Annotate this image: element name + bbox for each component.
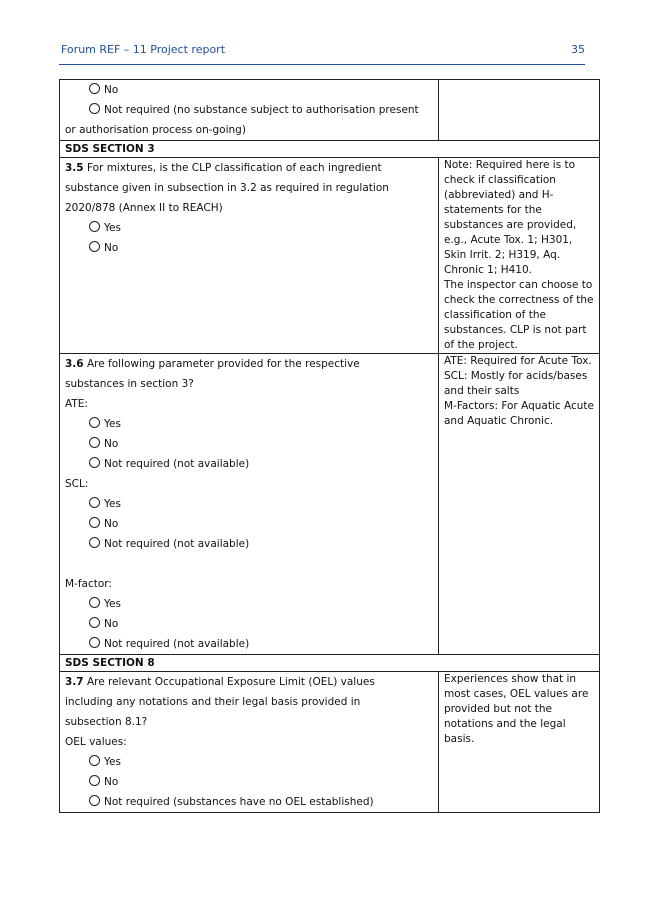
note-cell bbox=[439, 354, 600, 655]
note-text: Note: Required here is to check if classification (abbreviated) and H-statements for the substances are provided, e.g., Acute Tox. 1; H301, Skin Irrit. 2; H319, Aq. Chronic 1; H410. The inspector can choose to check the correctness of the classification of the substances. CLP is not part of the project. bbox=[444, 159, 594, 351]
radio-option-no[interactable]: No bbox=[65, 80, 433, 100]
radio-option-not-required[interactable]: Not required (no substance subject to authorisation present bbox=[65, 100, 433, 120]
radio-button-icon[interactable] bbox=[89, 775, 100, 786]
radio-option-no[interactable]: No bbox=[65, 238, 433, 258]
question-number: 3.5 bbox=[65, 162, 84, 174]
radio-option-ate-yes[interactable]: Yes bbox=[65, 414, 433, 434]
note-text: ATE: Required for Acute Tox. SCL: Mostly for acids/bases and their salts M-Factors: For Aquatic Acute and Aquatic Chronic. bbox=[444, 355, 594, 427]
radio-button-icon[interactable] bbox=[89, 637, 100, 648]
header-divider bbox=[59, 64, 585, 65]
section-row bbox=[60, 141, 600, 158]
radio-button-icon[interactable] bbox=[89, 537, 100, 548]
radio-button-icon[interactable] bbox=[89, 221, 100, 232]
question-text: 3.7 Are relevant Occupational Exposure Limit (OEL) values bbox=[65, 676, 375, 688]
radio-button-icon[interactable] bbox=[89, 795, 100, 806]
section-heading: SDS SECTION 3 bbox=[60, 141, 600, 158]
radio-button-icon[interactable] bbox=[89, 241, 100, 252]
question-text-line: 2020/878 (Annex II to REACH) bbox=[65, 202, 223, 214]
scl-label: SCL: bbox=[65, 478, 89, 490]
oel-label: OEL values: bbox=[65, 736, 127, 748]
question-cell bbox=[60, 672, 439, 813]
radio-option-oel-not-required[interactable]: Not required (substances have no OEL established) bbox=[65, 792, 433, 812]
question-text-line: subsection 8.1? bbox=[65, 716, 148, 728]
radio-option-oel-no[interactable]: No bbox=[65, 772, 433, 792]
radio-button-icon[interactable] bbox=[89, 457, 100, 468]
page-number: 35 bbox=[571, 43, 585, 56]
question-text-line: substance given in subsection in 3.2 as required in regulation bbox=[65, 182, 389, 194]
table-row bbox=[60, 672, 600, 813]
radio-button-icon[interactable] bbox=[89, 497, 100, 508]
note-cell bbox=[439, 158, 600, 354]
radio-option-scl-no[interactable]: No bbox=[65, 514, 433, 534]
question-cell bbox=[60, 158, 439, 354]
radio-option-mfactor-yes[interactable]: Yes bbox=[65, 594, 433, 614]
option-continuation-text: or authorisation process on-going) bbox=[65, 124, 246, 136]
radio-button-icon[interactable] bbox=[89, 83, 100, 94]
radio-button-icon[interactable] bbox=[89, 417, 100, 428]
question-cell bbox=[60, 80, 439, 141]
note-cell bbox=[439, 672, 600, 813]
radio-button-icon[interactable] bbox=[89, 437, 100, 448]
note-text: Experiences show that in most cases, OEL values are provided but not the notations and the legal basis. bbox=[444, 673, 589, 745]
radio-option-ate-no[interactable]: No bbox=[65, 434, 433, 454]
radio-option-mfactor-not-required[interactable]: Not required (not available) bbox=[65, 634, 433, 654]
radio-option-scl-not-required[interactable]: Not required (not available) bbox=[65, 534, 433, 554]
ate-label: ATE: bbox=[65, 398, 88, 410]
question-text-line: including any notations and their legal basis provided in bbox=[65, 696, 361, 708]
radio-option-oel-yes[interactable]: Yes bbox=[65, 752, 433, 772]
radio-option-scl-yes[interactable]: Yes bbox=[65, 494, 433, 514]
checklist-table bbox=[59, 79, 600, 813]
question-number: 3.7 bbox=[65, 676, 84, 688]
section-row bbox=[60, 655, 600, 672]
question-text: 3.5 For mixtures, is the CLP classification of each ingredient bbox=[65, 162, 382, 174]
radio-option-mfactor-no[interactable]: No bbox=[65, 614, 433, 634]
question-number: 3.6 bbox=[65, 358, 84, 370]
running-header-title: Forum REF – 11 Project report bbox=[61, 43, 226, 56]
mfactor-label: M-factor: bbox=[65, 578, 112, 590]
question-text-line: substances in section 3? bbox=[65, 378, 194, 390]
spacer bbox=[65, 554, 433, 574]
table-row bbox=[60, 80, 600, 141]
radio-button-icon[interactable] bbox=[89, 517, 100, 528]
radio-button-icon[interactable] bbox=[89, 755, 100, 766]
question-cell bbox=[60, 354, 439, 655]
radio-button-icon[interactable] bbox=[89, 617, 100, 628]
radio-option-yes[interactable]: Yes bbox=[65, 218, 433, 238]
table-row bbox=[60, 158, 600, 354]
radio-button-icon[interactable] bbox=[89, 103, 100, 114]
question-text: 3.6 Are following parameter provided for the respective bbox=[65, 358, 360, 370]
radio-button-icon[interactable] bbox=[89, 597, 100, 608]
note-cell bbox=[439, 80, 600, 141]
radio-option-ate-not-required[interactable]: Not required (not available) bbox=[65, 454, 433, 474]
table-row bbox=[60, 354, 600, 655]
section-heading: SDS SECTION 8 bbox=[60, 655, 600, 672]
